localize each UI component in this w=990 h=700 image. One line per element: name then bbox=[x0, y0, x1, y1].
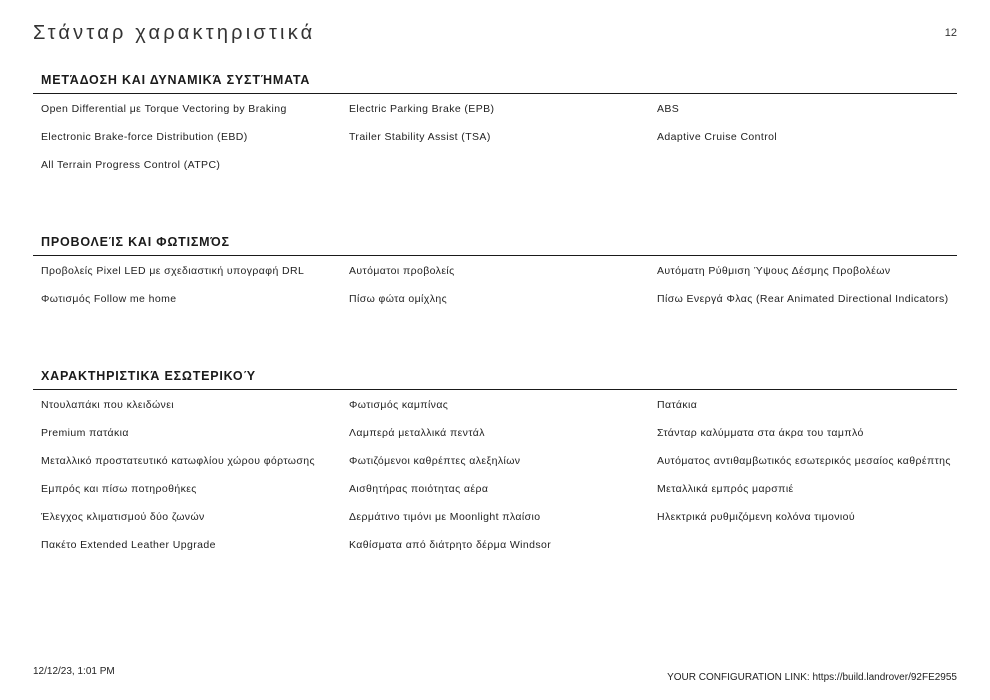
section-interior bbox=[33, 369, 957, 559]
feature-item: Αισθητήρας ποιότητας αέρα bbox=[349, 483, 489, 495]
section-heading: ΠΡΟΒΟΛΕΊΣ ΚΑΙ ΦΩΤΙΣΜΌΣ bbox=[33, 235, 957, 256]
page-number: 12 bbox=[944, 27, 957, 39]
section-heading: ΧΑΡΑΚΤΗΡΙΣΤΙΚΆ ΕΣΩΤΕΡΙΚΟΎ bbox=[33, 369, 957, 390]
feature-grid bbox=[33, 390, 957, 559]
feature-item: All Terrain Progress Control (ATPC) bbox=[41, 159, 221, 171]
feature-item: Πατάκια bbox=[657, 399, 698, 411]
feature-item: Δερμάτινο τιμόνι με Moonlight πλαίσιο bbox=[349, 511, 541, 523]
feature-item: Αυτόματος αντιθαμβωτικός εσωτερικός μεσαίος καθρέπτης bbox=[657, 455, 951, 467]
feature-item: Αυτόματη Ρύθμιση Ύψους Δέσμης Προβολέων bbox=[657, 265, 891, 277]
feature-item: Φωτισμός καμπίνας bbox=[349, 399, 449, 411]
feature-item: Έλεγχος κλιματισμού δύο ζωνών bbox=[41, 511, 205, 523]
print-timestamp: 12/12/23, 1:01 PM bbox=[33, 666, 115, 677]
page-title: Στάνταρ χαρακτηριστικά bbox=[33, 22, 316, 44]
feature-item: Προβολείς Pixel LED με σχεδιαστική υπογραφή DRL bbox=[41, 265, 305, 277]
feature-item: Ντουλαπάκι που κλειδώνει bbox=[41, 399, 175, 411]
feature-item: Στάνταρ καλύμματα στα άκρα του ταμπλό bbox=[657, 427, 864, 439]
feature-item: Φωτισμός Follow me home bbox=[41, 293, 177, 305]
feature-item: Ηλεκτρικά ρυθμιζόμενη κολόνα τιμονιού bbox=[657, 511, 856, 523]
configuration-link[interactable]: YOUR CONFIGURATION LINK: https://build.landrover/92FE2955 bbox=[667, 672, 957, 683]
feature-item: Open Differential με Torque Vectoring by Braking bbox=[41, 103, 287, 115]
feature-item: Πίσω Ενεργά Φλας (Rear Animated Directional Indicators) bbox=[657, 293, 949, 305]
section-lighting bbox=[33, 235, 957, 313]
feature-item: Αυτόματοι προβολείς bbox=[349, 265, 455, 277]
feature-item: Εμπρός και πίσω ποτηροθήκες bbox=[41, 483, 197, 495]
feature-item: Πακέτο Extended Leather Upgrade bbox=[41, 539, 216, 551]
feature-item: Trailer Stability Assist (TSA) bbox=[349, 131, 491, 143]
feature-item: Electronic Brake-force Distribution (EBD) bbox=[41, 131, 248, 143]
feature-item: Μεταλλικό προστατευτικό κατωφλίου χώρου φόρτωσης bbox=[41, 455, 315, 467]
feature-item: Πίσω φώτα ομίχλης bbox=[349, 293, 448, 305]
feature-item: ABS bbox=[657, 103, 680, 115]
feature-item: Adaptive Cruise Control bbox=[657, 131, 778, 143]
feature-item: Καθίσματα από διάτρητο δέρμα Windsor bbox=[349, 539, 552, 551]
feature-item: Premium πατάκια bbox=[41, 427, 129, 439]
feature-item: Μεταλλικά εμπρός μαρσπιέ bbox=[657, 483, 794, 495]
feature-item: Electric Parking Brake (EPB) bbox=[349, 103, 495, 115]
feature-item: Λαμπερά μεταλλικά πεντάλ bbox=[349, 427, 485, 439]
section-heading: ΜΕΤΆΔΟΣΗ ΚΑΙ ΔΥΝΑΜΙΚΆ ΣΥΣΤΉΜΑΤΑ bbox=[33, 73, 957, 94]
feature-grid bbox=[33, 94, 957, 179]
section-transmission bbox=[33, 73, 957, 179]
feature-item: Φωτιζόμενοι καθρέπτες αλεξηλίων bbox=[349, 455, 521, 467]
feature-grid bbox=[33, 256, 957, 313]
